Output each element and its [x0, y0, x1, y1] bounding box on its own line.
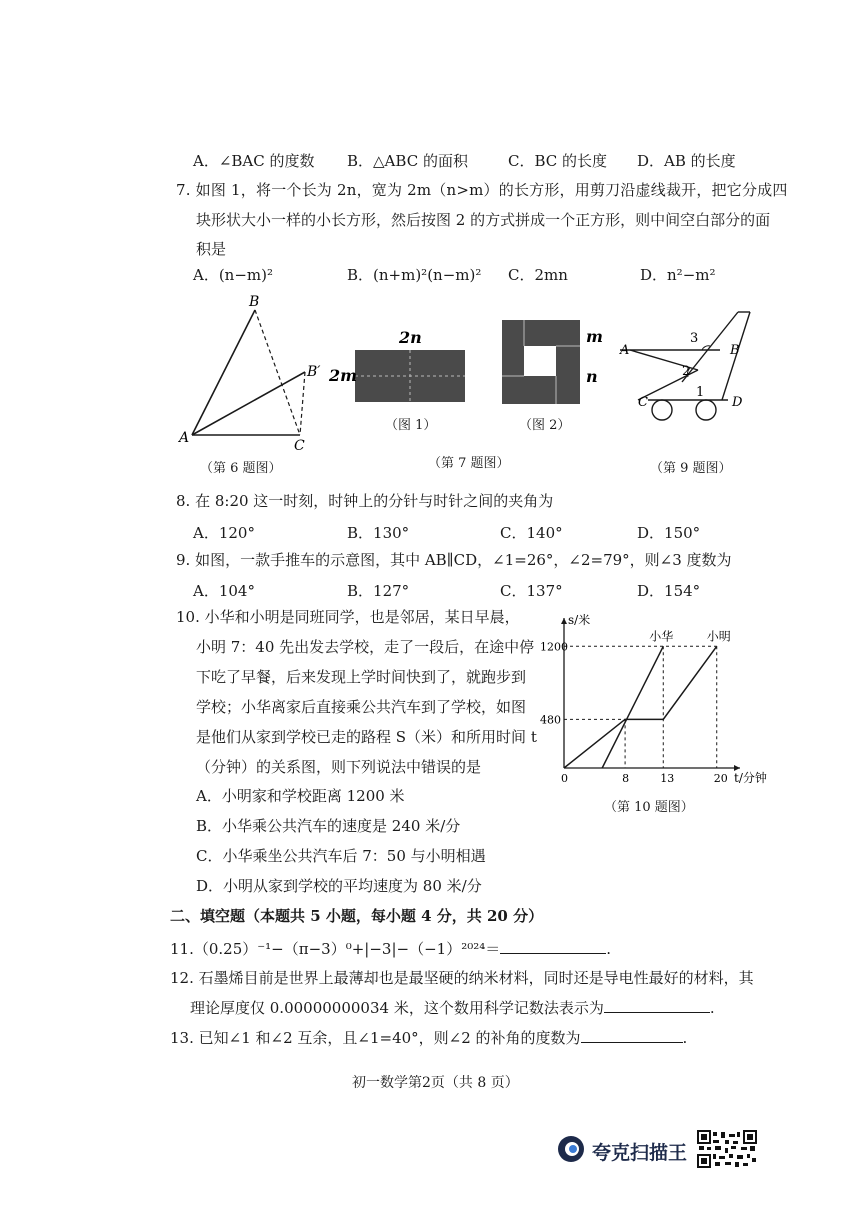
q9-option-b: B．127°: [347, 582, 410, 600]
q9-option-d: D．154°: [637, 582, 701, 600]
q13-stem: 13. 已知∠1 和∠2 互余，且∠1=40°，则∠2 的补角的度数为: [170, 1029, 581, 1047]
q9-option-a: A．104°: [193, 582, 255, 600]
chart-x-tick-0: 0: [561, 772, 568, 785]
q12-line1: 12. 石墨烯目前是世界上最薄却也是最坚硬的纳米材料，同时还是导电性最好的材料，其: [170, 969, 754, 987]
fig7-square-diagram: [498, 316, 608, 411]
q11-answer-blank: [500, 939, 606, 954]
fig9-cart-diagram: [610, 302, 758, 427]
q10-option-d: D．小明从家到学校的平均速度为 80 米/分: [196, 877, 482, 895]
q10-stem-line1: 10. 小华和小明是同班同学，也是邻居，某日早晨，: [176, 608, 520, 626]
q10-stem-line2: 小明 7：40 先出发去学校，走了一段后，在途中停: [196, 638, 535, 656]
fig7-rectangle-diagram: [325, 325, 475, 410]
q10-stem-line6: （分钟）的关系图，则下列说法中错误的是: [196, 758, 482, 776]
chart-xlabel: t/分钟: [734, 771, 767, 785]
q11-stem: 11.（0.25）⁻¹−（π−3）⁰+|−3|−（−1）²⁰²⁴＝: [170, 940, 501, 958]
chart-ylabel: s/米: [568, 613, 591, 627]
chart-series: [564, 646, 717, 768]
chart-series-line-1: [602, 646, 663, 768]
fig9-label-d: D: [732, 395, 743, 410]
chart-ticks: [540, 640, 728, 785]
q7-option-d: D．n²−m²: [640, 266, 716, 284]
fig6-label-b: B: [249, 294, 260, 310]
fig9-label-2: 2: [682, 364, 691, 379]
fig9-label-a: A: [620, 343, 630, 358]
q6-option-d: D．AB 的长度: [637, 152, 736, 170]
chart-x-tick-8: 8: [622, 772, 630, 785]
q8-stem: 8. 在 8:20 这一时刻，时钟上的分针与时针之间的夹角为: [176, 492, 554, 510]
fig7-label-m: m: [586, 327, 603, 346]
q8-option-b: B．130°: [347, 524, 410, 542]
q6-option-a: A．∠BAC 的度数: [193, 152, 315, 170]
q8-option-d: D．150°: [637, 524, 701, 542]
chart-x-tick-20: 20: [713, 772, 728, 785]
fig9-label-c: C: [638, 395, 648, 410]
q13-answer-blank: [581, 1028, 683, 1043]
fig9-label-b: B: [730, 343, 740, 358]
q7-stem-line1: 7. 如图 1，将一个长为 2n，宽为 2m（n>m）的长方形，用剪刀沿虚线裁开，把它分成四: [176, 181, 788, 199]
qr-code-icon: [697, 1130, 757, 1168]
chart-y-tick-480: 480: [540, 713, 561, 727]
q7-option-c: C．2mn: [508, 266, 568, 284]
section2-title: 二、填空题（本题共 5 小题，每小题 4 分，共 20 分）: [170, 907, 544, 925]
q11-period: .: [606, 940, 612, 958]
q12-period: .: [709, 999, 715, 1017]
fig6-label-b-prime: B′: [307, 364, 321, 380]
chart-x-tick-13: 13: [660, 772, 675, 785]
fig6-label-c: C: [294, 438, 305, 454]
q8-option-a: A．120°: [193, 524, 255, 542]
chart-y-arrow: [561, 618, 567, 624]
fig7-label-n: n: [586, 367, 598, 386]
fig7-label-2m: 2m: [329, 366, 358, 385]
fig9-caption: （第 9 题图）: [650, 461, 732, 476]
quark-logo-icon: [556, 1134, 586, 1164]
fig7-caption-figure2: （图 2）: [519, 418, 571, 433]
q7-stem-line3: 积是: [196, 240, 227, 258]
brand-name: 夸克扫描王: [592, 1142, 688, 1164]
chart-series-label-xiaoming: 小明: [706, 629, 731, 644]
q13-period: .: [682, 1029, 688, 1047]
q10-distance-time-chart: [540, 613, 767, 786]
q11: [170, 939, 611, 959]
q7-option-b: B．(n+m)²(n−m)²: [347, 266, 482, 284]
fig7-caption: （第 7 题图）: [428, 456, 510, 471]
q10-chart-caption: （第 10 题图）: [604, 800, 694, 815]
q9-option-c: C．137°: [500, 582, 563, 600]
q10-option-c: C．小华乘坐公共汽车后 7：50 与小明相遇: [196, 847, 486, 865]
q9-stem: 9. 如图，一款手推车的示意图，其中 AB∥CD，∠1=26°，∠2=79°，则∠3 度数为: [176, 551, 732, 569]
fig9-label-1: 1: [696, 385, 705, 400]
page-footer: 初一数学第2页（共 8 页）: [352, 1075, 519, 1091]
fig7-label-2n: 2n: [399, 328, 422, 347]
q6-option-b: B．△ABC 的面积: [347, 152, 468, 170]
chart-y-tick-1200: 1200: [540, 640, 568, 654]
fig6-triangle-diagram: [175, 292, 335, 457]
chart-series-line-0: [564, 646, 717, 768]
q10-stem-line3: 下吃了早餐，后来发现上学时间快到了，就跑步到: [196, 668, 527, 686]
q10-option-b: B．小华乘公共汽车的速度是 240 米/分: [196, 817, 461, 835]
q12-answer-blank: [604, 998, 710, 1013]
chart-series-label-xiaohua: 小华: [649, 629, 674, 644]
q6-option-c: C．BC 的长度: [508, 152, 608, 170]
q8-option-c: C．140°: [500, 524, 563, 542]
q10-stem-line4: 学校；小华离家后直接乘公共汽车到了学校，如图: [196, 698, 527, 716]
q13: [170, 1028, 687, 1048]
fig9-label-3: 3: [690, 331, 699, 346]
fig6-label-a: A: [179, 430, 190, 446]
q7-stem-line2: 块形状大小一样的小长方形，然后按图 2 的方式拼成一个正方形，则中间空白部分的面: [196, 211, 771, 229]
fig7-caption-figure1: （图 1）: [385, 418, 437, 433]
q7-option-a: A．(n−m)²: [193, 266, 274, 284]
q12-stem: 理论厚度仅 0.00000000034 米，这个数用科学记数法表示为: [190, 999, 604, 1017]
fig6-caption: （第 6 题图）: [200, 461, 282, 476]
q10-stem-line5: 是他们从家到学校已走的路程 S（米）和所用时间 t: [196, 728, 537, 746]
q12-line2: [190, 998, 715, 1018]
q10-option-a: A．小明家和学校距离 1200 米: [196, 787, 405, 805]
